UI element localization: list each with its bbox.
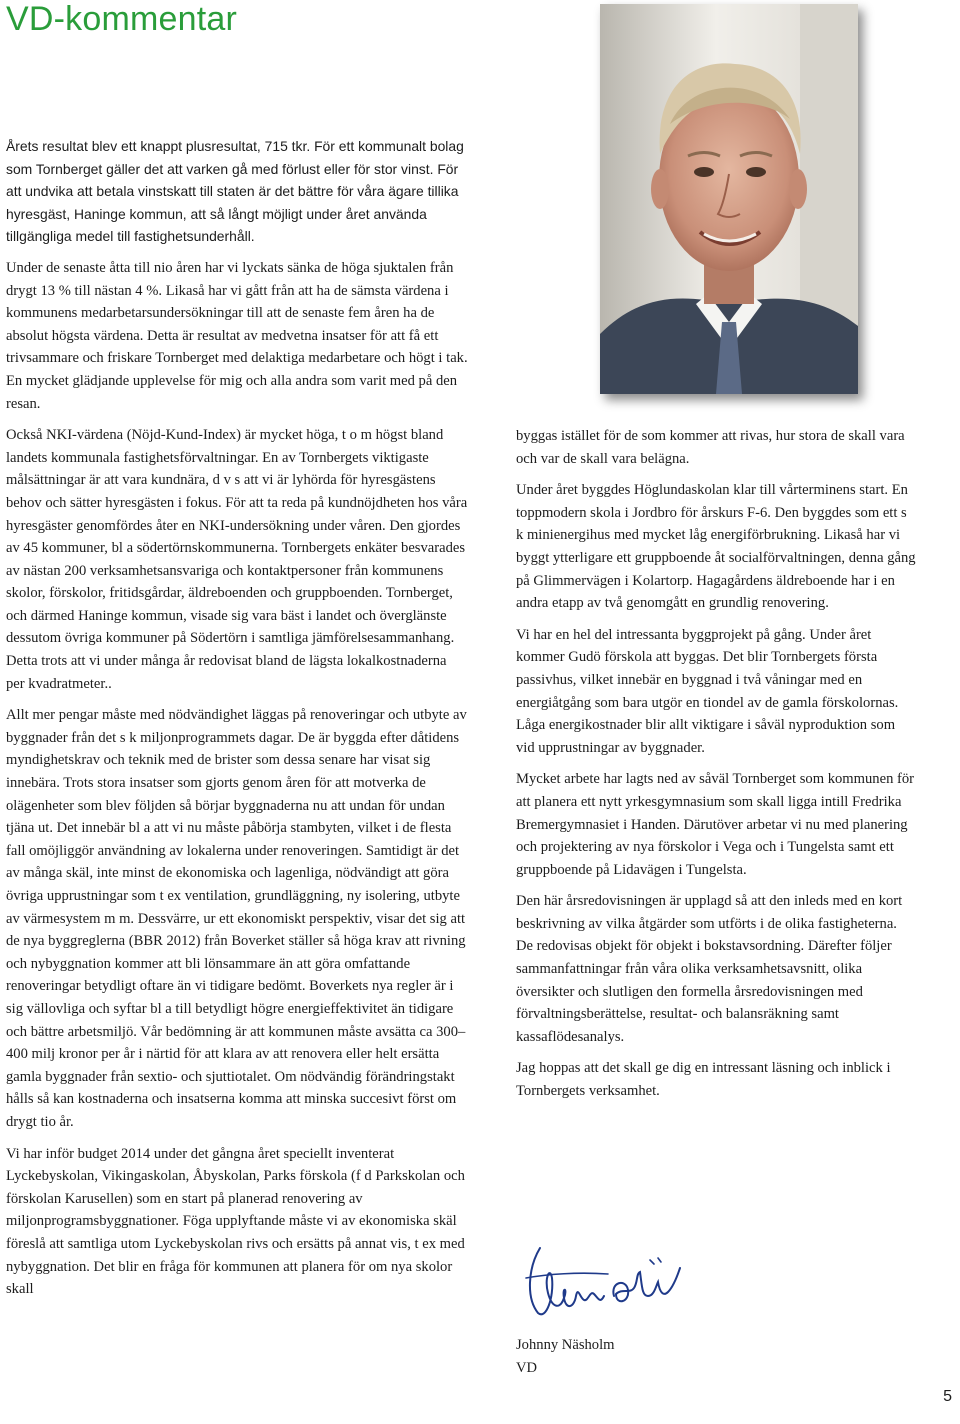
paragraph-result: Årets resultat blev ett knappt plusresultat, 715 tkr. För ett kommunalt bolag som Tornberget gäller det att varken gå med förlust eller för stor vinst. För att undvika att betala vinstskatt till staten är det bättre för våra ägare tillika hyresgäst, Haninge kommun, att så långt möjligt under året använda tillgängliga medel till fastighetsunderhåll. [6, 138, 464, 245]
signer-role: VD [516, 1359, 538, 1376]
signoff [516, 1334, 615, 1379]
left-column [6, 135, 468, 1310]
paragraph-report-structure: Den här årsredovisningen är upplagd så att den inleds med en kort beskrivning av vilka åtgärder som utförts i de olika fastigheterna. De redovisas objekt för objekt i bokstavsordning. Därefter följer sammanfattningar från våra olika verksamhetsavsnitt, olika översikter och slutligen den formella årsredovisningen med förvaltningsberättelse, resultat- och balansräkning samt kassaflödesanalys. [516, 893, 903, 1045]
paragraph-closing: Jag hoppas att det skall ge dig en intressant läsning och inblick i Tornbergets verksamhet. [516, 1060, 891, 1100]
page-title: VD-kommentar [6, 0, 238, 38]
paragraph-sick-leave: Under de senaste åtta till nio åren har vi lyckats sänka de höga sjuktalen från drygt 13 % till nästan 4 %. Likaså har vi gått från att ha de sämsta värdena i kommunens medarbetarsundersökningar till att de senaste fem åren ha de absolut högsta värdena. Detta är resultat av medvetna insatser för att få ett trivsammare och friskare Tornberget med delaktiga medarbetare och högt i tak. En mycket glädjande upplevelse för mig och alla andra som varit med på den resan. [6, 259, 468, 412]
signer-name: Johnny Näsholm [516, 1337, 615, 1353]
paragraph-projects: Vi har en hel del intressanta byggprojekt på gång. Under året kommer Gudö förskola att byggas. Det blir Tornbergets första passivhus, vilket innebär en byggnad i två våningar med en energiåtgång som bara utgör en tiondel av de gamla förskolornas. Låga energikostnader blir allt viktigare i såväl nyproduktion som vid upprustningar av byggnader. [516, 626, 899, 756]
page-number: 5 [943, 1388, 952, 1405]
right-column [516, 425, 916, 1112]
portrait-image [600, 4, 858, 394]
paragraph-renovation: Allt mer pengar måste med nödvändighet läggas på renoveringar och utbyte av byggnader från det s k miljonprogrammets dagar. De är byggda efter dåtidens myndighetskrav och teknik med de brister som dessa senare har visat sig innebära. Trots stora insatser som gjorts genom åren för att motverka de olägenheter som blev följden så börjar byggnaderna nu att undan för undan tjäna ut. Det innebär bl a att vi nu måste påbörja stambyten, vilket i de flesta fall omöjliggör användning av lokalerna under renoveringen. Samtidigt är det av många skäl, inte minst de ekonomiska och lagenliga, nödvändigt att göra övriga upprustningar som t ex ventilation, grundläggning, ny isolering, utbyte av värmesystem m m. Dessvärre, ur ett ekonomiskt perspektiv, visar det sig att de nya byggreglerna (BBR 2012) från Boverket ställer så höga krav att rivning och nybyggnation kommer att bli lönsammare än att göra omfattande renoveringar betydligt oftare än vi tidigare bedömt. Boverkets nya regler är i sig vällovliga och syftar bl a till betydligt högre energieffektivitet än tidigare och bättre arbetsmiljö. Vår bedömning är att kommunen måste avsätta ca 300–400 milj kronor per år i närtid för att klara av att renovera eller helt ersätta gamla byggnader från sextio- och sjuttiotalet. Om nödvändig förändringstakt hålls så kan kostnaderna och insatserna komma att minska succesivt först om drygt tio år. [6, 707, 467, 1130]
handwritten-signature [518, 1238, 698, 1330]
paragraph-schools-continued: byggas istället för de som kommer att rivas, hur stora de skall vara och var de skall vara belägna. [516, 428, 905, 467]
paragraph-hoglunda: Under året byggdes Höglundaskolan klar till vårterminens start. En toppmodern skola i Jordbro för årskurs F-6. Den byggdes som ett s k minienergihus med mycket låg energiförbrukning. Likaså har vi byggt ytterligare ett gruppboende åt socialförvaltningen, denna gång på Glimmervägen i Kolartorp. Hagagårdens äldreboende har i en andra etapp av två genomgått en grundlig renovering. [516, 482, 916, 612]
paragraph-nki: Också NKI-värdena (Nöjd-Kund-Index) är mycket höga, t o m högst bland landets kommunala fastighetsförvaltningar. En av Tornbergets viktigaste målsättningar är att vara kundnära, d v s att vi är lyhörda för hyresgästens behov och sätter hyresgästen i fokus. För att ta reda på kundnöjdheten hos våra hyresgäster genomfördes åter en NKI-undersökning under våren. Den gjordes av 45 kommuner, bl a södertörnskommunerna. Tornbergets enkäter besvarades av nästan 200 verksamhetsansvariga och kontaktpersoner från kommunens skolor, förskolor, fritidsgårdar, äldreboenden och gruppboenden. Tornberget, och därmed Haninge kommun, visade sig vara bäst i landet och överglänste dessutom övriga kommuner på Södertörn i samtliga jämförelsesammanhang. Detta trots att vi under många år redovisat bland de lägsta lokalkostnaderna per kvadratmeter.. [6, 427, 468, 692]
portrait-photo [600, 4, 858, 394]
paragraph-planning: Mycket arbete har lagts ned av såväl Tornberget som kommunen för att planera ett nytt yrkesgymnasium som skall ligga intill Fredrika Bremergymnasiet i Handen. Därutöver arbetar vi nu med planering och projektering av nya förskolor i Vega och i Tungelsta samt ett gruppboende på Lidavägen i Tungelsta. [516, 771, 915, 878]
paragraph-budget-2014: Vi har inför budget 2014 under det gångna året speciellt inventerat Lyckebyskolan, Vikingaskolan, Åbyskolan, Parks förskola (f d Parkskolan och förskolan Karusellen) som en start på planerad renovering av miljonprogramsbyggnationer. Föga upplyftande måste vi av ekonomiska skäl föreslå att samtliga utom Lyckebyskolan rivs och ersätts på annat vis, t ex med nybyggnation. Det blir en fråga för kommunen att planera för om nya skolor skall [6, 1145, 465, 1298]
